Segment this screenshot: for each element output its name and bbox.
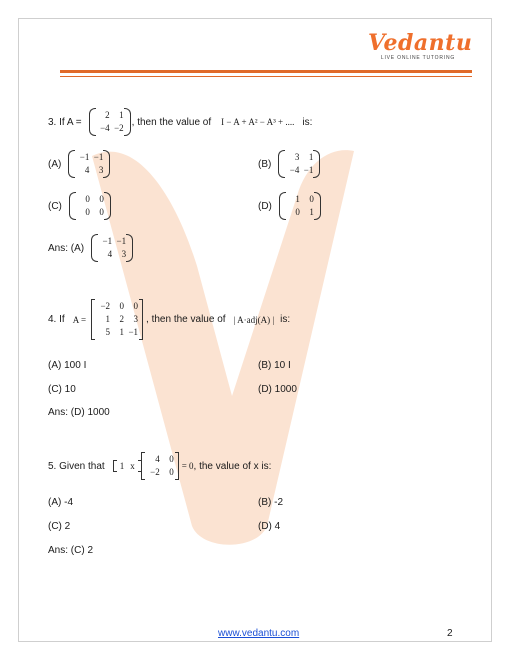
- q4-prefix: 4. If: [48, 314, 65, 325]
- footer-website-link[interactable]: www.vedantu.com: [218, 628, 300, 639]
- q5-option-a: (A) -4: [48, 497, 73, 508]
- q5-statement: [48, 453, 271, 479]
- q4-option-b: (B) 10 I: [258, 360, 291, 371]
- q5-suffix: , the value of x is:: [193, 460, 272, 472]
- q5-row-matrix: 1 x: [117, 461, 138, 471]
- q4-suffix: is:: [280, 314, 291, 325]
- q5-answer: Ans: (C) 2: [48, 545, 94, 556]
- q4-statement: [48, 300, 290, 339]
- logo-tagline: LIVE ONLINE TUTORING: [380, 55, 456, 61]
- q5-option-d: (D) 4: [258, 521, 281, 532]
- q3-expression: I − A + A² − A³ + ....: [221, 117, 295, 127]
- q3-option-d-matrix: 1 0 0 1: [286, 193, 314, 219]
- q4-option-d: (D) 1000: [258, 384, 297, 395]
- q5-option-c: (C) 2: [48, 521, 71, 532]
- q3-option-a-matrix: −1 −1 4 3: [75, 151, 103, 177]
- q3-matrix-a: 2 1 −4 −2: [96, 109, 124, 135]
- q3-suffix: is:: [302, 116, 313, 128]
- q3-option-d: (D) 1 0 0 1: [258, 194, 314, 217]
- q4-answer: Ans: (D) 1000: [48, 407, 110, 418]
- q3-option-b-matrix: 3 1 −4 −1: [285, 151, 313, 177]
- vedantu-watermark-logo: [92, 126, 354, 556]
- q5-matrix: 4 0 −2 0: [146, 453, 174, 479]
- q4-option-a: (A) 100 I: [48, 360, 87, 371]
- vedantu-logo: [368, 30, 473, 61]
- q5-option-b: (B) -2: [258, 497, 283, 508]
- q3-answer-matrix: −1 −1 4 3: [98, 235, 126, 261]
- header-rule-thin: [60, 76, 472, 77]
- q4-matrix-a: −2 0 0 1 2 3 5 1 −1: [96, 300, 138, 339]
- q4-expression: | A·adj(A) |: [233, 314, 275, 325]
- q3-option-c: (C) 0 0 0 0: [48, 194, 104, 217]
- logo-wordmark: Vedantu: [368, 30, 473, 56]
- q4-mid-text: , then the value of: [146, 314, 226, 325]
- q4-option-c: (C) 10: [48, 384, 76, 395]
- page-number: 2: [447, 628, 453, 639]
- q5-equals-zero: = 0: [181, 461, 194, 471]
- q3-option-c-matrix: 0 0 0 0: [76, 193, 104, 219]
- q3-answer: Ans: (A) −1 −1 4 3: [48, 236, 127, 259]
- q3-prefix: 3. If A =: [48, 116, 82, 128]
- q4-lhs: A =: [72, 314, 87, 325]
- q5-prefix: 5. Given that: [48, 460, 105, 472]
- header-rule-thick: [60, 70, 472, 73]
- q3-option-b: (B) 3 1 −4 −1: [258, 152, 314, 175]
- q3-statement: [48, 109, 312, 135]
- q3-mid-text: , then the value of: [131, 116, 212, 128]
- q3-option-a: (A) −1 −1 4 3: [48, 152, 104, 175]
